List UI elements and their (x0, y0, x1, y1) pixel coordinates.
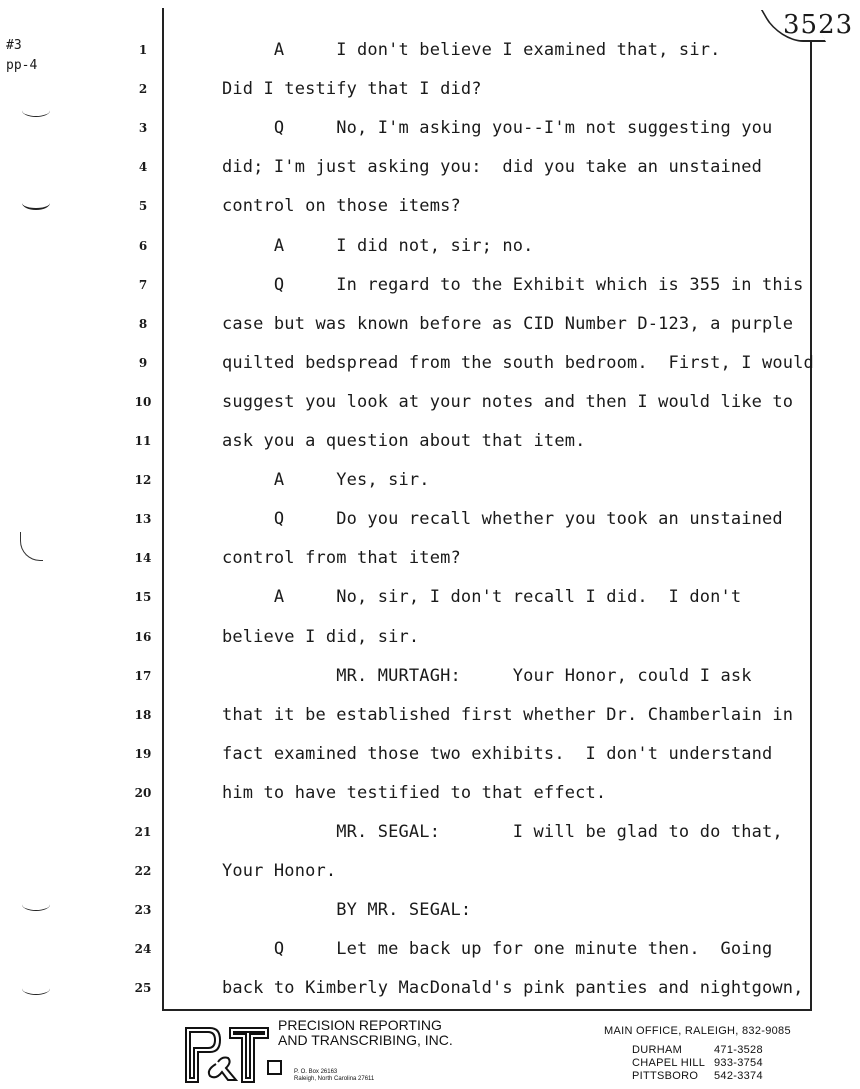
transcript-line: control from that item? (222, 548, 461, 569)
firm-name (278, 1018, 453, 1048)
transcript-line: did; I'm just asking you: did you take an unstained (222, 157, 763, 178)
line-number: 18 (134, 707, 152, 722)
firm-name-line2: AND TRANSCRIBING, INC. (278, 1032, 453, 1048)
main-office: MAIN OFFICE, RALEIGH, 832-9085 (604, 1025, 791, 1037)
transcript-line: Your Honor. (222, 861, 337, 882)
line-number: 17 (134, 668, 152, 683)
line-number: 5 (138, 199, 148, 214)
transcript-line: quilted bedspread from the south bedroom. First, I would (222, 352, 814, 373)
office-city: DURHAM (632, 1044, 683, 1056)
line-number: 15 (134, 590, 152, 605)
transcript-line: control on those items? (222, 196, 461, 217)
line-number: 3 (138, 121, 148, 136)
transcript-line: Did I testify that I did? (222, 79, 482, 100)
margin-bracket-mark (20, 532, 43, 561)
firm-address (294, 1069, 374, 1083)
transcript-line: back to Kimberly MacDonald's pink panties and nightgown, (222, 978, 804, 999)
office-phone: 933-3754 (714, 1057, 763, 1069)
transcript-line: MR. SEGAL: I will be glad to do that, (222, 822, 783, 842)
line-number: 9 (138, 355, 148, 370)
line-number: 4 (138, 160, 148, 175)
line-number: 7 (138, 277, 148, 292)
transcript-line: ask you a question about that item. (222, 431, 586, 451)
right-margin-rule (810, 40, 812, 1010)
line-number: 24 (134, 942, 152, 957)
transcript-line: believe I did, sir. (222, 626, 420, 647)
margin-note-pages: pp-4 (6, 58, 38, 73)
transcript-line: Q Do you recall whether you took an unstained (222, 509, 783, 530)
line-number: 1 (138, 43, 148, 57)
line-number: 13 (134, 512, 152, 527)
transcript-line: A Yes, sir. (222, 470, 430, 491)
margin-tick-mark (22, 196, 50, 210)
line-number: 21 (134, 825, 152, 839)
transcript-line: Q Let me back up for one minute then. Going (222, 939, 773, 960)
line-number: 8 (138, 316, 148, 331)
line-number: 6 (138, 238, 148, 253)
left-margin-rule (162, 8, 164, 1010)
pt-logo-icon (182, 1022, 272, 1086)
transcript-line: Q No, I'm asking you--I'm not suggesting you (222, 118, 773, 139)
margin-tick-mark (22, 104, 50, 117)
transcript-line: A I don't believe I examined that, sir. (222, 40, 721, 60)
line-number: 12 (134, 473, 152, 488)
office-city: CHAPEL HILL (632, 1057, 706, 1069)
transcript-line: A No, sir, I don't recall I did. I don't (222, 587, 742, 608)
transcript-line: MR. MURTAGH: Your Honor, could I ask (222, 665, 752, 686)
firm-address-line2: Raleigh, North Carolina 27611 (294, 1076, 375, 1082)
office-phone: 471-3528 (714, 1044, 763, 1056)
firm-address-line1: P. O. Box 26163 (294, 1069, 338, 1075)
line-number: 25 (134, 981, 152, 996)
bottom-margin-rule (162, 1009, 812, 1011)
line-number: 22 (134, 864, 152, 879)
transcript-line: him to have testified to that effect. (222, 782, 607, 803)
line-number: 23 (134, 903, 152, 918)
transcript-line: BY MR. SEGAL: (222, 900, 472, 921)
line-number: 16 (134, 629, 152, 644)
line-number: 20 (134, 785, 152, 800)
transcript-line: that it be established first whether Dr. Chamberlain in (222, 704, 794, 725)
logo-square-mark (267, 1060, 282, 1075)
page-number: 3523 (783, 10, 854, 40)
transcript-line: A I did not, sir; no. (222, 235, 534, 256)
line-number: 2 (138, 82, 148, 97)
line-number: 11 (134, 434, 152, 448)
margin-tick-mark (22, 898, 50, 911)
margin-note-exhibit: #3 (6, 38, 22, 53)
transcript-line: suggest you look at your notes and then I would like to (222, 391, 794, 412)
line-number: 10 (134, 394, 152, 409)
office-phone: 542-3374 (714, 1070, 763, 1082)
line-number: 14 (134, 551, 152, 566)
firm-name-line1: PRECISION REPORTING (278, 1017, 442, 1033)
margin-tick-mark (22, 982, 50, 995)
transcript-line: Q In regard to the Exhibit which is 355 in this (222, 274, 804, 295)
transcript-line: case but was known before as CID Number D-123, a purple (222, 313, 794, 334)
line-number: 19 (134, 746, 152, 761)
office-city: PITTSBORO (632, 1070, 699, 1082)
transcript-line: fact examined those two exhibits. I don't understand (222, 743, 773, 764)
